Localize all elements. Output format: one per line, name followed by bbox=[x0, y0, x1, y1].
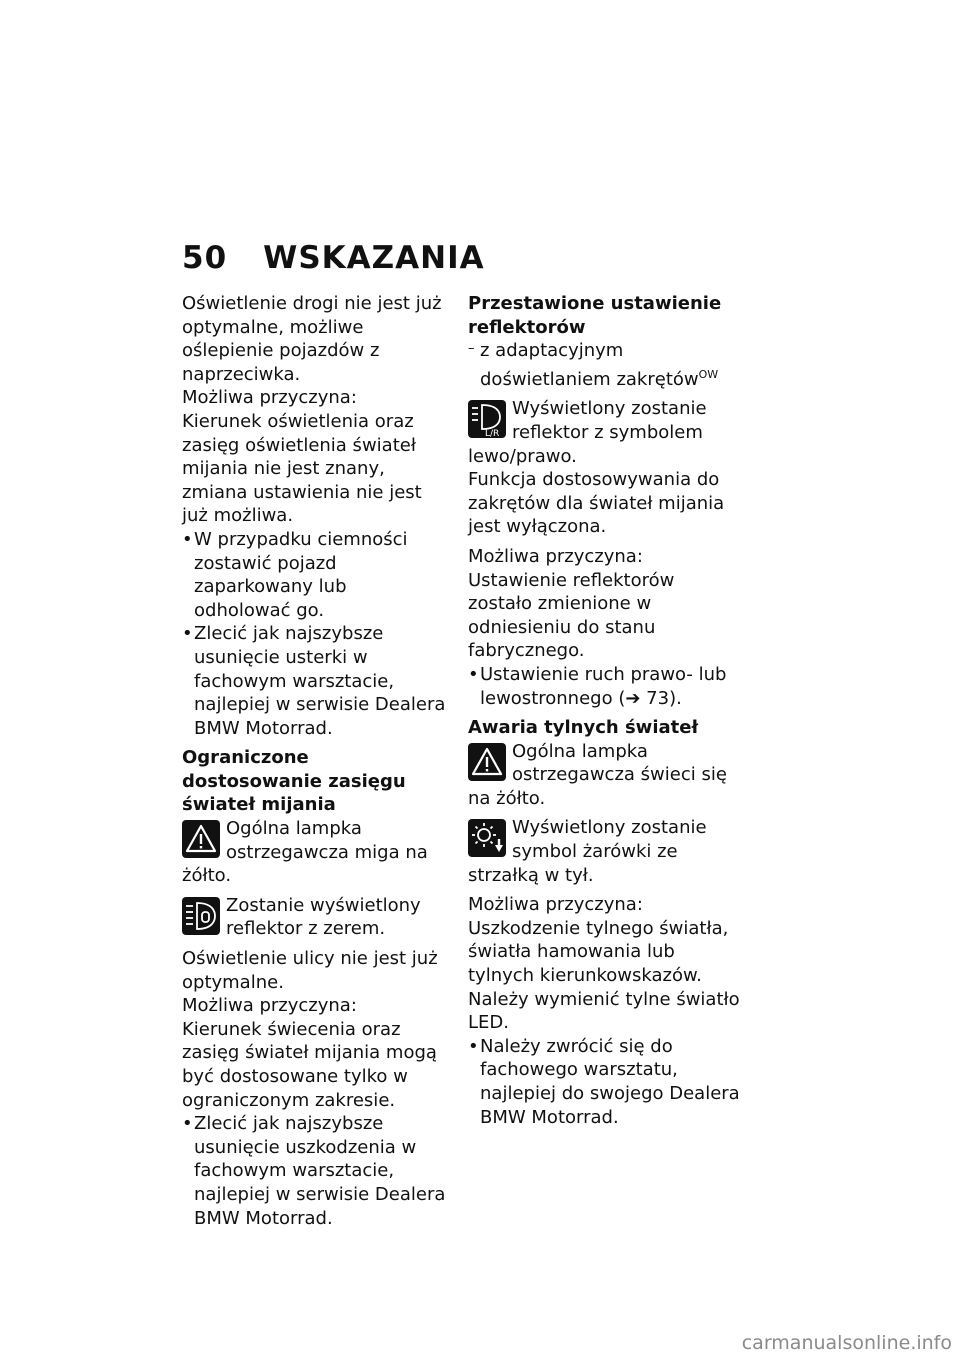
indicator-row bbox=[182, 894, 446, 941]
paragraph: Oświetlenie ulicy nie jest już optymalne. bbox=[182, 948, 438, 993]
bullet-item: • W przypadku ciemności zostawić pojazd zaparkowany lub odholować go. bbox=[182, 528, 446, 622]
arrow-reference-icon: ➔ bbox=[625, 687, 641, 709]
paragraph: Kierunek oświetlenia oraz zasięg oświetlenia świateł mijania nie jest znany, zmiana ustawienia nie jest już możliwa. bbox=[182, 410, 422, 527]
svg-text:L/R: L/R bbox=[485, 429, 500, 439]
indicator-text: Wyświetlony zostanie reflektor z symbolem lewo/prawo. bbox=[468, 398, 707, 467]
indicator-row bbox=[468, 740, 740, 811]
warning-triangle-icon bbox=[468, 743, 506, 781]
headlight-zero-icon bbox=[182, 897, 220, 935]
paragraph: Oświetlenie drogi nie jest już optymalne, możliwe oślepienie pojazdów z naprzeciwka. bbox=[182, 293, 442, 385]
indicator-text: Ogólna lampka ostrzegawcza świeci się na żółto. bbox=[468, 740, 727, 809]
bullet-item: • Zlecić jak najszybsze usunięcie uszkodzenia w fachowym warsztacie, najlepiej w serwisie Dealera BMW Motorrad. bbox=[182, 1112, 446, 1230]
bulb-arrow-down-icon bbox=[468, 819, 506, 857]
bullet-item: • Ustawienie ruch prawo- lub lewostronnego (➔ 73). bbox=[468, 663, 740, 710]
paragraph: Ustawienie reflektorów zostało zmienione w odniesieniu do stanu fabrycznego. bbox=[468, 569, 675, 662]
bullet-item: • Należy zwrócić się do fachowego warsztatu, najlepiej do swojego Dealera BMW Motorrad. bbox=[468, 1035, 740, 1129]
cause-label: Możliwa przyczyna: bbox=[468, 545, 643, 567]
page-title: WSKAZANIA bbox=[263, 240, 485, 276]
paragraph: Funkcja dostosowywania do zakrętów dla świateł mijania jest wyłączona. bbox=[468, 469, 725, 538]
headlight-left-right-icon bbox=[468, 400, 506, 438]
paragraph: Należy wymienić tylne światło LED. bbox=[468, 988, 740, 1034]
indicator-row bbox=[468, 397, 740, 468]
warning-triangle-icon bbox=[182, 820, 220, 858]
cause-label: Możliwa przyczyna: bbox=[182, 995, 357, 1017]
page-number: 50 bbox=[182, 240, 228, 276]
paragraph: Kierunek świecenia oraz zasięg świateł mijania mogą być dostosowane tylko w ograniczonym zakresie. bbox=[182, 1018, 437, 1111]
indicator-row bbox=[468, 816, 740, 887]
variant-text: z adaptacyjnym doświetlaniem zakrętów bbox=[480, 340, 699, 390]
indicator-row bbox=[182, 817, 446, 888]
section-heading: Ograniczone dostosowanie zasięgu świateł mijania bbox=[182, 747, 406, 816]
cause-label: Możliwa przyczyna: bbox=[182, 387, 357, 409]
indicator-text: Wyświetlony zostanie symbol żarówki ze strzałką w tył. bbox=[468, 817, 707, 886]
watermark: carmanualsonline.info bbox=[741, 1332, 952, 1354]
variant-note bbox=[468, 339, 740, 391]
paragraph: Uszkodzenie tylnego światła, światła hamowania lub tylnych kierunkowskazów. bbox=[468, 917, 729, 987]
page-header bbox=[182, 240, 485, 276]
page-reference-link[interactable]: 73 bbox=[646, 687, 670, 709]
right-column bbox=[468, 292, 740, 1129]
cause-label: Możliwa przyczyna: bbox=[468, 894, 643, 916]
option-code: OW bbox=[698, 367, 719, 381]
section-heading: Awaria tylnych świateł bbox=[468, 717, 699, 739]
indicator-text: Zostanie wyświetlony reflektor z zerem. bbox=[226, 894, 421, 940]
indicator-text: Ogólna lampka ostrzegawcza miga na żółto. bbox=[182, 818, 428, 887]
section-heading: Przestawione ustawienie reflektorów bbox=[468, 293, 722, 338]
left-column bbox=[182, 292, 446, 1230]
bullet-item: • Zlecić jak najszybsze usunięcie usterki w fachowym warsztacie, najlepiej w serwisie Dealera BMW Motorrad. bbox=[182, 622, 446, 740]
